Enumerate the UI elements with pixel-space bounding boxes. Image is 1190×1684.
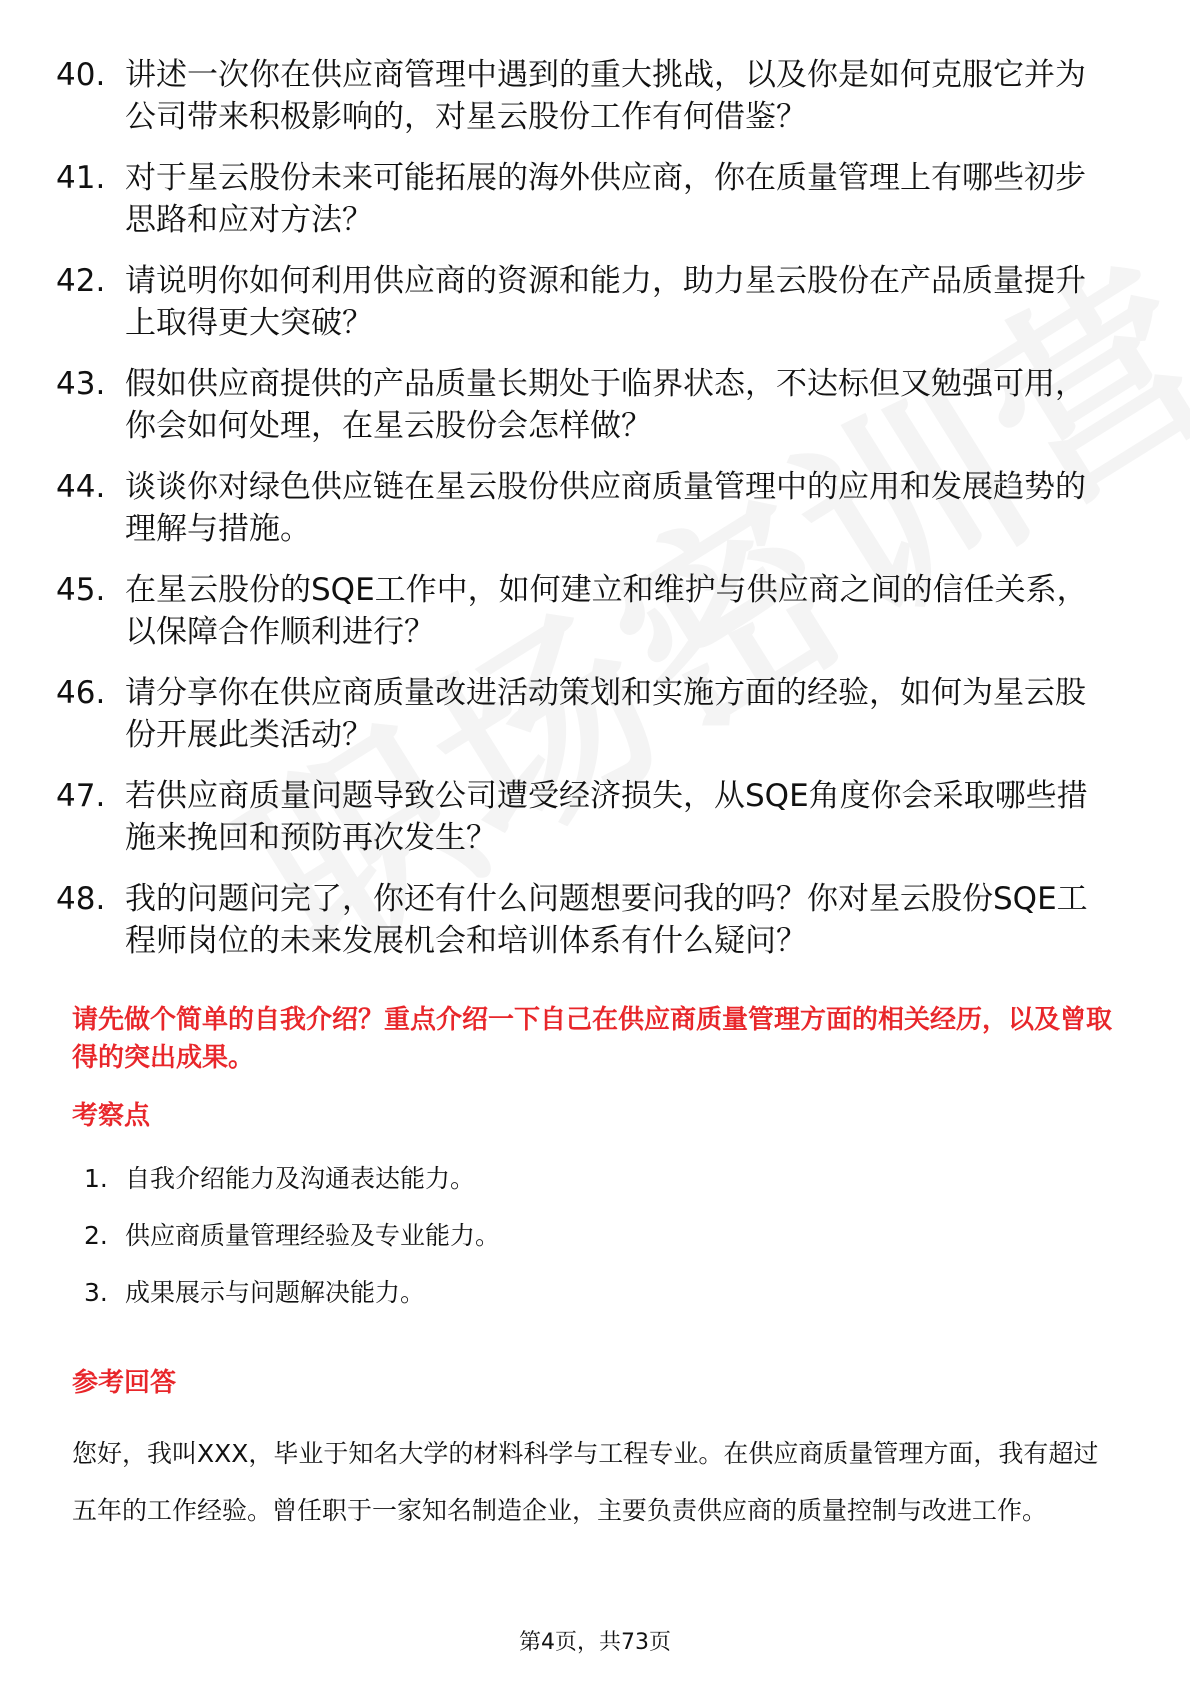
question-item [56, 363, 1116, 447]
question-item [56, 260, 1116, 344]
question-number: 47. [56, 778, 106, 814]
question-text: 请说明你如何利用供应商的资源和能力，助力星云股份在产品质量提升上取得更大突破？ [125, 263, 1086, 341]
assessment-points-list [84, 1162, 1084, 1333]
point-number: 1. [84, 1164, 108, 1193]
section-question-title: 请先做个简单的自我介绍？重点介绍一下自己在供应商质量管理方面的相关经历，以及曾取得的突出成果。 [72, 1005, 1113, 1073]
page-number-footer: 第4页，共73页 [519, 1630, 671, 1655]
assessment-point [84, 1162, 1084, 1196]
question-list [56, 54, 1116, 981]
question-text: 请分享你在供应商质量改进活动策划和实施方面的经验，如何为星云股份开展此类活动？ [125, 675, 1086, 753]
assessment-point [84, 1276, 1084, 1310]
assessment-point [84, 1219, 1084, 1253]
question-item [56, 569, 1116, 653]
reference-answer-heading: 参考回答 [72, 1368, 177, 1398]
question-number: 43. [56, 366, 106, 402]
question-number: 41. [56, 160, 106, 196]
question-text: 对于星云股份未来可能拓展的海外供应商，你在质量管理上有哪些初步思路和应对方法？ [125, 160, 1086, 238]
point-number: 2. [84, 1221, 108, 1250]
question-text: 假如供应商提供的产品质量长期处于临界状态，不达标但又勉强可用，你会如何处理，在星云股份会怎样做？ [125, 366, 1086, 444]
point-text: 自我介绍能力及沟通表达能力。 [125, 1164, 476, 1193]
question-text: 在星云股份的SQE工作中，如何建立和维护与供应商之间的信任关系，以保障合作顺利进行？ [125, 572, 1088, 650]
question-text: 若供应商质量问题导致公司遭受经济损失，从SQE角度你会采取哪些措施来挽回和预防再次发生？ [125, 778, 1088, 856]
question-number: 40. [56, 57, 106, 93]
question-item [56, 775, 1116, 859]
question-number: 48. [56, 881, 106, 917]
question-text: 谈谈你对绿色供应链在星云股份供应商质量管理中的应用和发展趋势的理解与措施。 [125, 469, 1086, 547]
point-text: 供应商质量管理经验及专业能力。 [125, 1221, 501, 1250]
reference-answer-text: 您好，我叫XXX，毕业于知名大学的材料科学与工程专业。在供应商质量管理方面，我有超过五年的工作经验。曾任职于一家知名制造企业，主要负责供应商的质量控制与改进工作。 [72, 1439, 1099, 1525]
question-number: 44. [56, 469, 106, 505]
assessment-points-heading: 考察点 [72, 1101, 151, 1131]
question-item [56, 878, 1116, 962]
question-item [56, 466, 1116, 550]
question-number: 42. [56, 263, 106, 299]
question-item [56, 54, 1116, 138]
question-item [56, 672, 1116, 756]
point-text: 成果展示与问题解决能力。 [125, 1278, 426, 1307]
point-number: 3. [84, 1278, 108, 1307]
question-number: 45. [56, 572, 106, 608]
question-item [56, 157, 1116, 241]
question-number: 46. [56, 675, 106, 711]
question-text: 讲述一次你在供应商管理中遇到的重大挑战，以及你是如何克服它并为公司带来积极影响的，对星云股份工作有何借鉴？ [125, 57, 1086, 135]
question-text: 我的问题问完了，你还有什么问题想要问我的吗？你对星云股份SQE工程师岗位的未来发展机会和培训体系有什么疑问？ [125, 881, 1088, 959]
